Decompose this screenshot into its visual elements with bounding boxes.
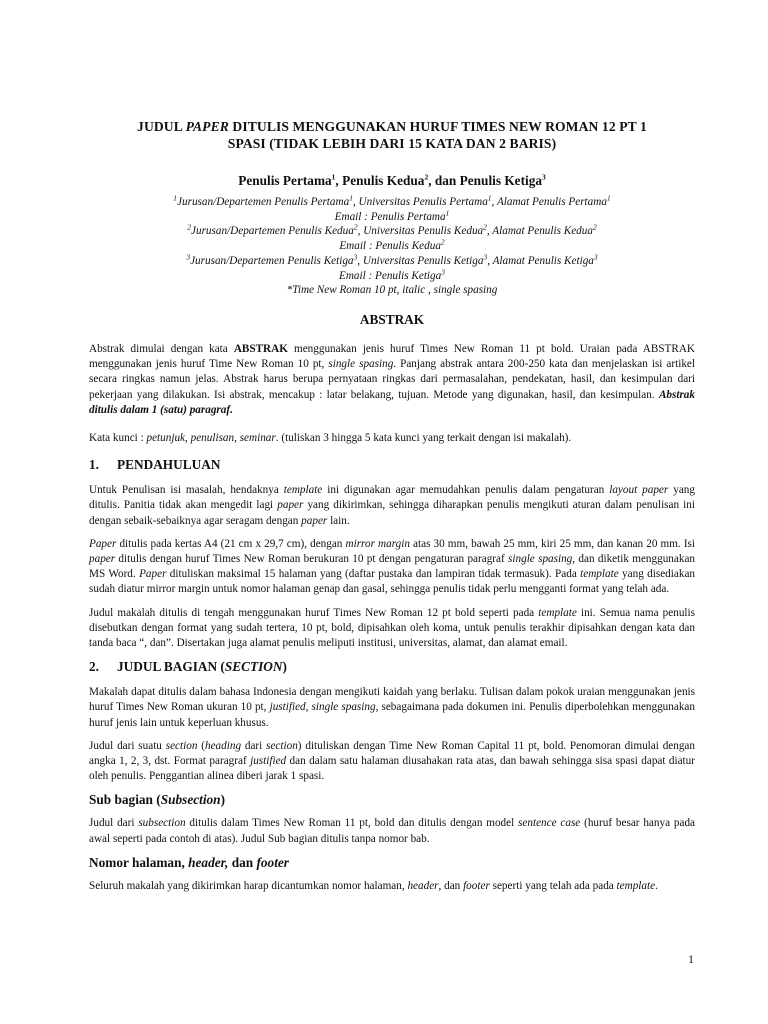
paper-title: JUDUL PAPER DITULIS MENGGUNAKAN HURUF TIMES NEW ROMAN 12 PT 1 SPASI (TIDAK LEBIH DARI 15 KATA DAN 2 BARIS) [137,119,647,151]
author-list: Penulis Pertama$^1$, Penulis Kedua$^2$, dan Penulis Ketiga$^3$ [238,172,546,188]
paragraph: Paper ditulis pada kertas A4 (21 cm x 29,7 cm), dengan mirror margin atas 30 mm, bawah 25 mm, kiri 25 mm, dan kanan 20 mm. Isi paper ditulis dengan huruf Times New Roman berukuran 10 pt dengan pengaturan paragraf single spasing, dan diketik menggunakan MS Word. Paper dituliskan maksimal 15 halaman yang (daftar pustaka dan lampiran tidak termasuk). Pada template yang disediakan sudah diatur mirror margin untuk nomor halaman genap dan gasal, sehingga penulis tidak perlu mengganti format yang telah ada. [89,537,696,596]
paragraph: Makalah dapat ditulis dalam bahasa Indonesia dengan mengikuti kaidah yang berlaku. Tulisan dalam pokok uraian menggunakan jenis huruf Times New Roman ukuran 10 pt, justified, single spasing, sebagaimana pada dokumen ini. Penulis diperbolehkan menggunakan huruf jenis lain untuk keperluan khusus. [89,686,695,729]
paragraph: Judul dari suatu section (heading dari section) dituliskan dengan Time New Roman Capital 11 pt, bold. Penomoran dimulai dengan angka 1, 2, 3, dst. Format paragraf justified dan dalam satu halaman diusahakan rata atas, dan bawah sehingga sisa spasi dapat diatur oleh penulis. Penggantian alinea diberi jarak 1 spasi. [89,739,695,783]
email-2: Email : Penulis Kedua$^2$ [339,237,445,253]
paragraph: Untuk Penulisan isi masalah, hendaknya template ini digunakan agar memudahkan penulis dalam pengaturan layout paper yang ditulis. Panitia tidak akan mengedit lagi paper yang dikirimkan, sehingga diharapkan penulis mengikuti aturan dalam penulisan ini dengan sebaik-sebaiknya agar seragam dengan paper lain. [89,484,695,527]
subsection-heading: Sub bagian (Subsection) [89,792,225,808]
affiliation-2: $^2$Jurusan/Departemen Penulis Kedua$^2$, Universitas Penulis Kedua$^2$, Alamat Penulis Kedua$^2$ [187,222,597,238]
affiliation-3: $^3$Jurusan/Departemen Penulis Ketiga$^3$, Universitas Penulis Ketiga$^3$, Alamat Penulis Ketiga$^3$ [186,252,598,267]
paragraph: Judul dari subsection ditulis dalam Times New Roman 11 pt, bold dan ditulis dengan model sentence case (huruf besar hanya pada awal seperti pada contoh di atas). Judul Sub bagian ditulis tanpa nomor bab. [89,817,696,845]
document-page [89,118,695,902]
affiliations [89,195,695,298]
section-heading-pendahuluan: 1. PENDAHULUAN [89,457,221,473]
email-1: Email : Penulis Pertama$^1$ [334,207,450,223]
affiliation-1: $^1$Jurusan/Departemen Penulis Pertama$^1$, Universitas Penulis Pertama$^1$, Alamat Penulis Pertama$^1$ [173,193,611,208]
keywords: Kata kunci : petunjuk, penulisan, seminar. (tuliskan 3 hingga 5 kata kunci yang terkait dengan isi makalah). [89,431,572,444]
email-3: Email : Penulis Ketiga$^3$ [339,266,445,282]
paragraph: Judul makalah ditulis di tengah menggunakan huruf Times New Roman 12 pt bold seperti pada template ini. Semua nama penulis disebutkan dengan format yang sudah tertera, 10 pt, bold, dipisahkan oleh koma, untuk penulis terakhir dipisahkan dengan kata dan tanda baca “, dan”. Disertakan juga alamat penulis meliputi institusi, universitas, alamat, dan alamat email. [89,606,695,649]
paragraph: Seluruh makalah yang dikirimkan harap dicantumkan nomor halaman, header, dan footer seperti yang telah ada pada template. [89,879,658,892]
abstract-paragraph: Abstrak dimulai dengan kata ABSTRAK menggunakan jenis huruf Times New Roman 11 pt bold. Uraian pada ABSTRAK menggunakan jenis huruf Time New Roman 10 pt, single spasing. Panjang abstrak antara 200-250 kata dan menjelaskan isi artikel secara ringkas namun jelas. Abstrak harus berupa pernyataan ringkas dari permasalahan, pendekatan, hasil, dan kesimpulan dari pekerjaan yang dilakukan. Isi abstrak, mencakup : latar belakang, tujuan. Metode yang digunakan, hasil, dan kesimpulan. Abstrak ditulis dalam 1 (satu) paragraf. [89,342,696,416]
subsection-heading: Nomor halaman, header, dan footer [89,854,289,870]
section-heading-judul-bagian: 2. JUDUL BAGIAN (SECTION) [89,659,287,675]
abstract-heading: ABSTRAK [359,311,425,327]
font-note: *Time New Roman 10 pt, italic , single spasing [286,284,498,297]
page-number: 1 [688,952,694,966]
